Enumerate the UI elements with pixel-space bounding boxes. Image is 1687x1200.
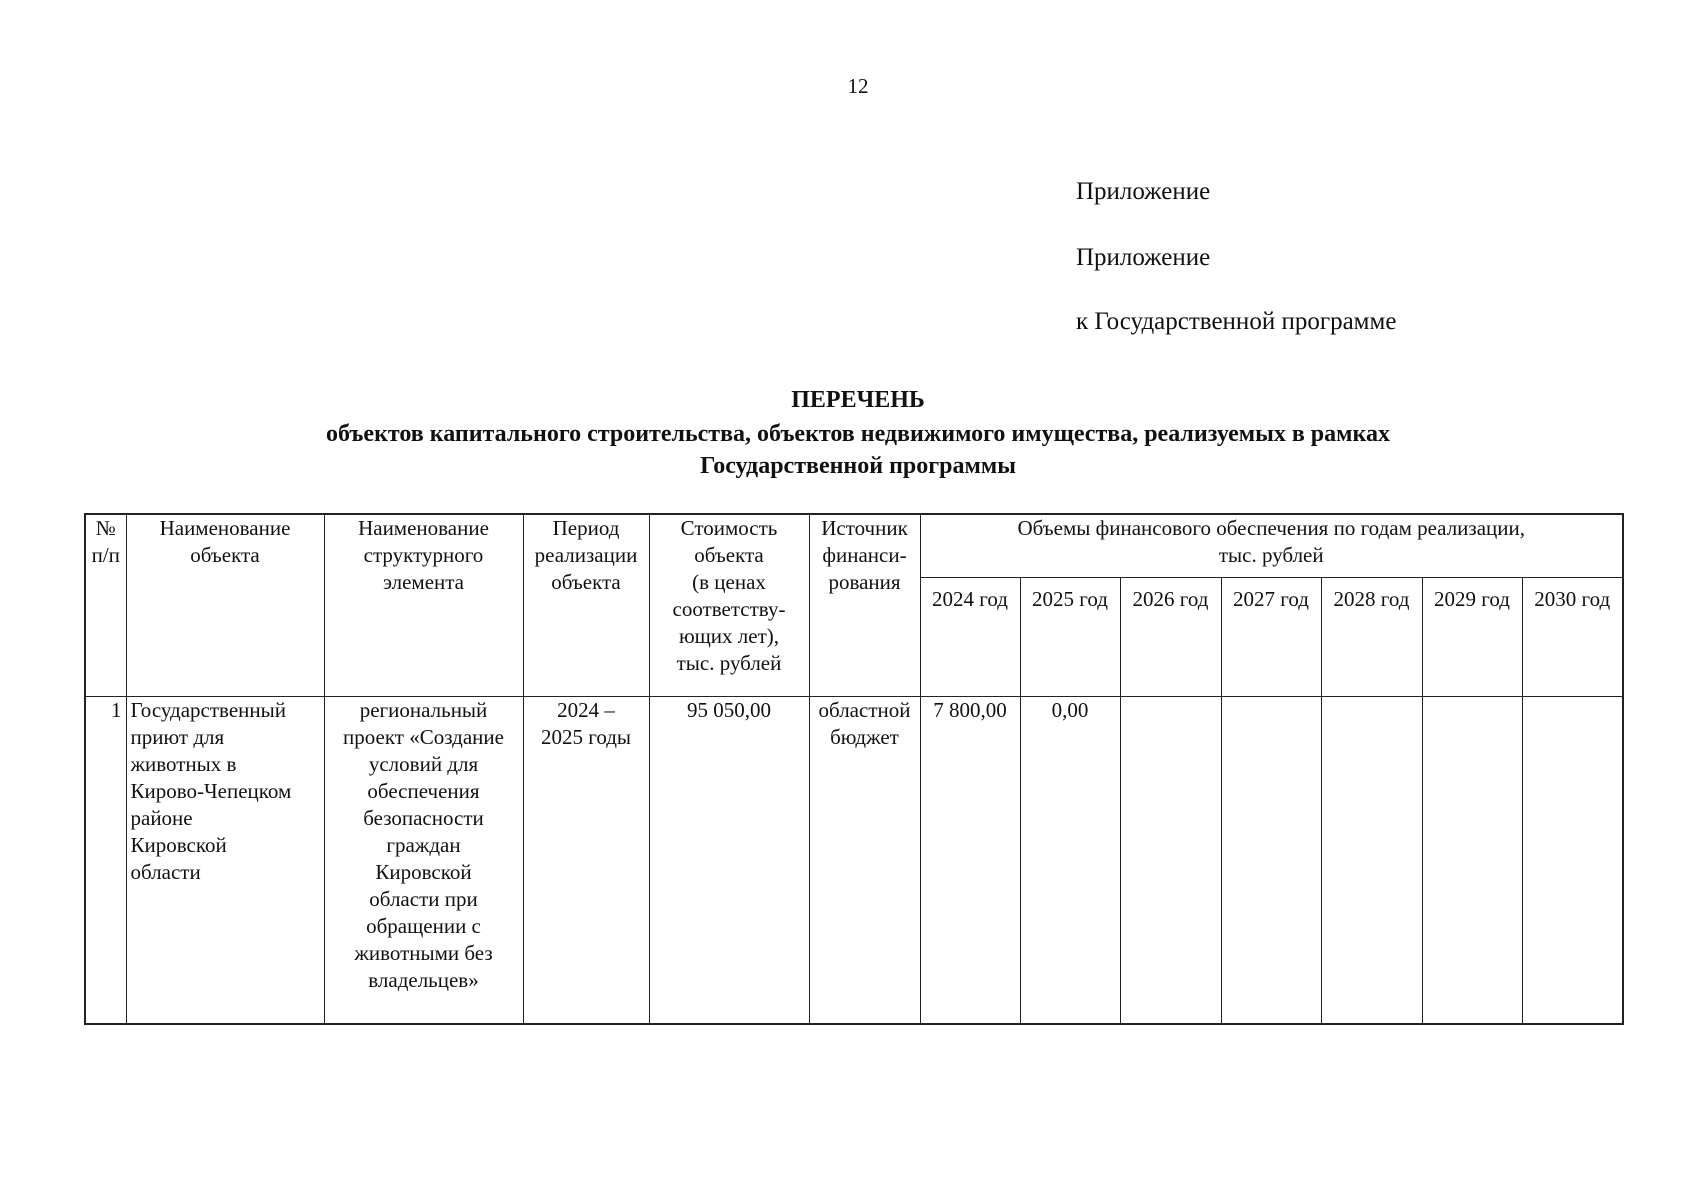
appendix-line-1: Приложение [1076,178,1211,205]
row-value-2029 [1422,697,1522,1025]
year-2028: 2028 год [1321,578,1422,697]
header-object-name: Наименование объекта [126,514,324,697]
year-2030: 2030 год [1522,578,1623,697]
row-period: 2024 – 2025 годы [523,697,649,1025]
header-cost: Стоимость объекта (в ценах соответству- ющих лет), тыс. рублей [649,514,809,697]
row-num: 1 [85,697,126,1025]
appendix-line-3: к Государственной программе [1076,308,1397,335]
year-2025: 2025 год [1020,578,1120,697]
document-subtitle-line-2: Государственной программы [700,453,1016,479]
row-value-2025: 0,00 [1020,697,1120,1025]
year-2027: 2027 год [1221,578,1321,697]
row-value-2024: 7 800,00 [920,697,1020,1025]
header-volumes: Объемы финансового обеспечения по годам реализации, тыс. рублей [920,514,1623,578]
row-object-name: Государственный приют для животных в Кирово-Чепецком районе Кировской области [126,697,324,1025]
document-subtitle-line-1: объектов капитального строительства, объектов недвижимого имущества, реализуемых в рамках [326,421,1390,447]
row-structural-element: региональный проект «Создание условий для обеспечения безопасности граждан Кировской области при обращении с животными без владельцев» [324,697,523,1025]
header-source: Источник финанси- рования [809,514,920,697]
page-number: 12 [847,74,869,98]
header-period: Период реализации объекта [523,514,649,697]
year-2026: 2026 год [1120,578,1221,697]
appendix-line-2: Приложение [1076,244,1211,271]
row-cost: 95 050,00 [649,697,809,1025]
year-2029: 2029 год [1422,578,1522,697]
header-structural-element: Наименование структурного элемента [324,514,523,697]
row-value-2028 [1321,697,1422,1025]
row-value-2030 [1522,697,1623,1025]
header-num: № п/п [85,514,126,697]
row-value-2027 [1221,697,1321,1025]
row-source: областной бюджет [809,697,920,1025]
objects-table [84,513,1624,1025]
table-header-row [85,514,1623,578]
table-row [85,697,1623,1025]
row-value-2026 [1120,697,1221,1025]
document-title: ПЕРЕЧЕНЬ [791,387,925,413]
year-2024: 2024 год [920,578,1020,697]
